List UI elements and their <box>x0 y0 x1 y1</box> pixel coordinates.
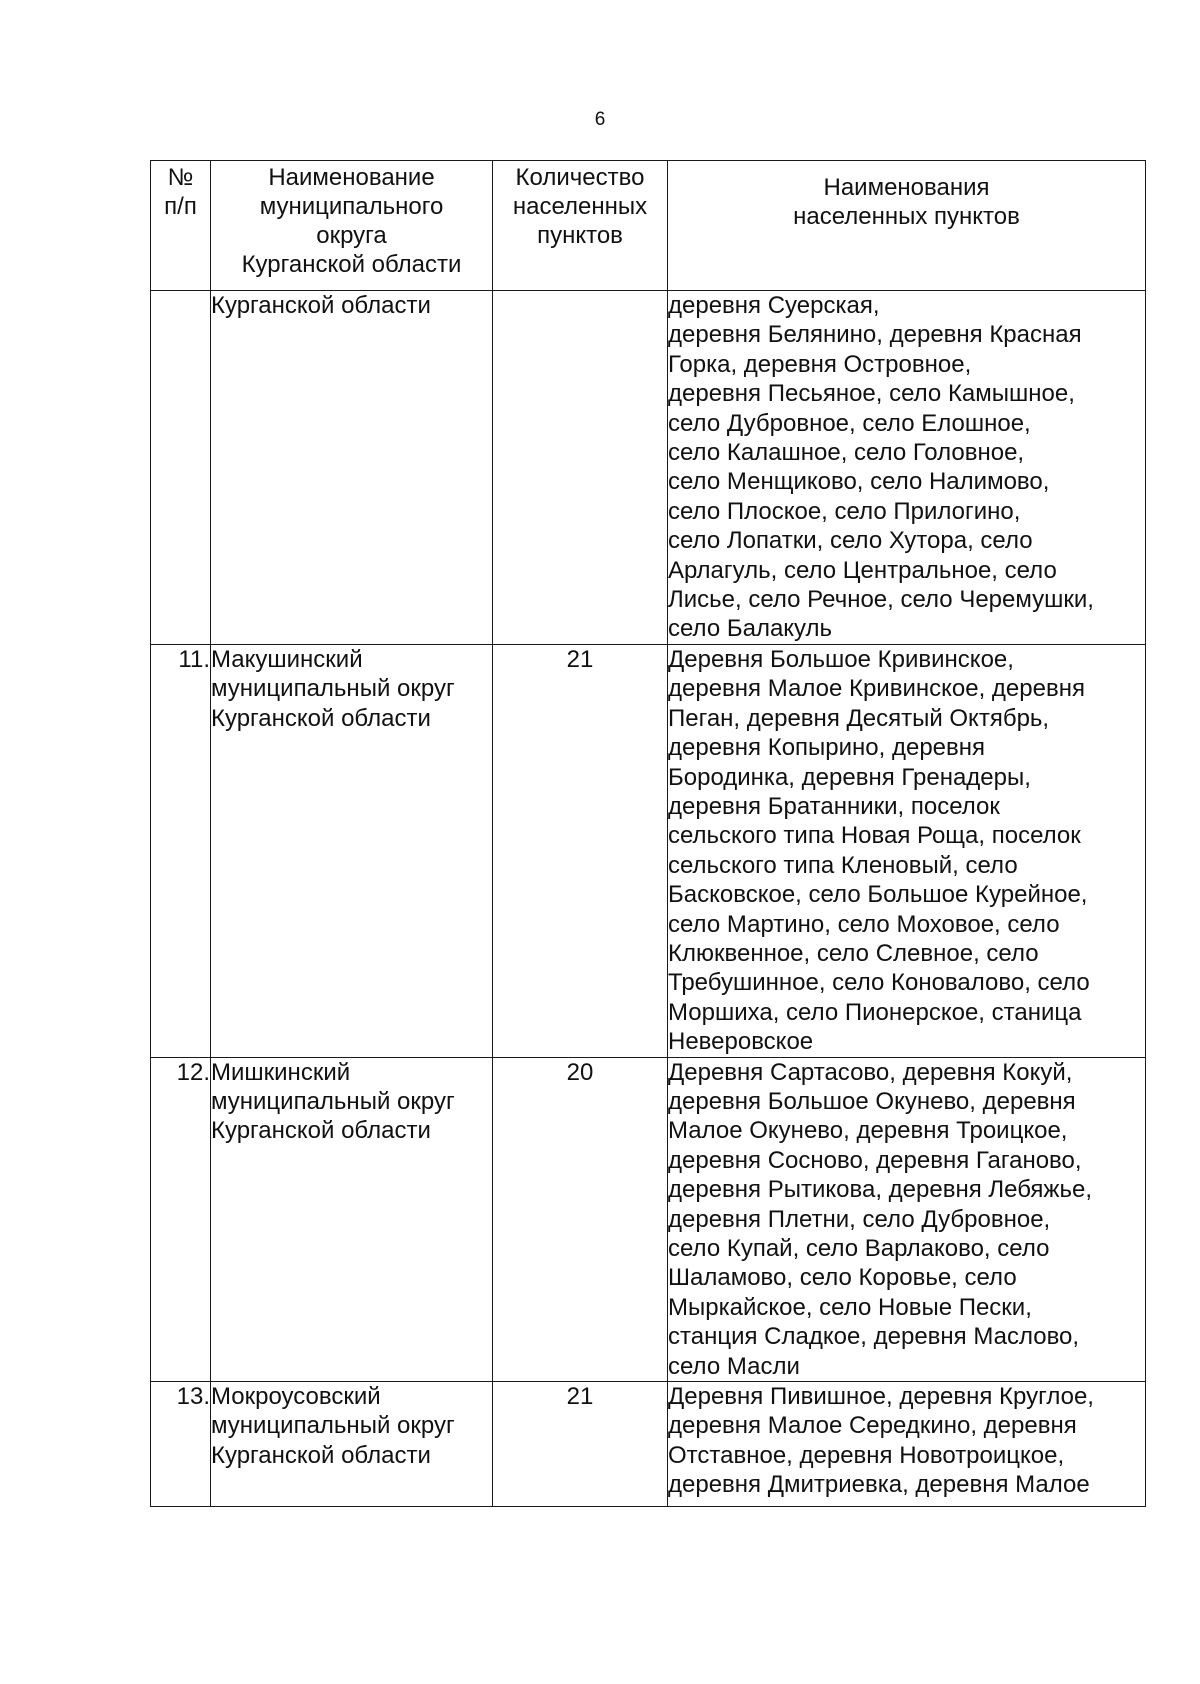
settlement-list-line: Деревня Сартасово, деревня Кокуй, <box>668 1058 1073 1086</box>
settlement-list-line: Бородинка, деревня Гренадеры, <box>668 763 1031 791</box>
district-name-cell <box>211 1057 493 1381</box>
settlement-list-line: село Масли <box>668 1352 800 1380</box>
row-number-cell: 11. <box>151 644 211 1057</box>
settlement-list-line: Деревня Пивишное, деревня Круглое, <box>668 1383 1094 1411</box>
settlement-list-line: Мыркайское, село Новые Пески, <box>668 1293 1032 1321</box>
district-name-line: муниципальный округ <box>211 675 455 703</box>
district-name-line: Курганской области <box>211 1441 431 1469</box>
table-body <box>151 291 1146 1507</box>
table-row <box>151 1057 1146 1381</box>
district-name-line: Мишкинский <box>211 1058 351 1086</box>
settlement-count-cell: 21 <box>493 1382 668 1507</box>
settlement-list-line: Малое Окунево, деревня Троицкое, <box>668 1117 1068 1145</box>
header-district-line: муниципального <box>259 193 444 220</box>
header-settlement-names <box>668 161 1146 291</box>
settlement-list-cell <box>668 1382 1146 1507</box>
header-number <box>151 161 211 291</box>
header-names-line: населенных пунктов <box>793 203 1020 230</box>
settlement-list-line: Моршиха, село Пионерское, станица <box>668 998 1082 1026</box>
settlement-count-cell: 20 <box>493 1057 668 1381</box>
header-count-line: пунктов <box>537 222 623 249</box>
header-names-line: Наименования <box>823 174 990 201</box>
district-name-line: Курганской области <box>211 704 431 732</box>
settlement-list-line: Шаламово, село Коровье, село <box>668 1264 1017 1292</box>
settlement-list-line: деревня Братанники, поселок <box>668 792 1000 820</box>
settlement-list-line: сельского типа Кленовый, село <box>668 851 1018 879</box>
row-number-cell: 12. <box>151 1057 211 1381</box>
settlement-list-line: Клюквенное, село Слевное, село <box>668 939 1039 967</box>
settlement-list-line: Лисье, село Речное, село Черемушки, <box>668 586 1094 614</box>
table-row <box>151 1382 1146 1507</box>
header-count-line: населенных <box>512 193 648 220</box>
header-row <box>151 161 1146 291</box>
district-name-cell <box>211 644 493 1057</box>
table-row <box>151 291 1146 645</box>
settlement-list-line: деревня Малое Середкино, деревня <box>668 1412 1077 1440</box>
table-header <box>151 161 1146 291</box>
settlement-list-line: деревня Песьяное, село Камышное, <box>668 380 1075 408</box>
settlement-list-line: село Калашное, село Головное, <box>668 439 1025 467</box>
settlement-list-line: село Менщиково, село Налимово, <box>668 468 1050 496</box>
district-name-line: Мокроусовский <box>211 1383 381 1411</box>
settlement-list-line: Требушинное, село Коновалово, село <box>668 969 1090 997</box>
header-count-line: Количество <box>515 164 645 191</box>
header-district-line: Наименование <box>268 164 435 191</box>
settlement-list-cell <box>668 644 1146 1057</box>
settlement-count-cell: 21 <box>493 644 668 1057</box>
settlement-list-line: деревня Белянино, деревня Красная <box>668 321 1082 349</box>
page-number: 6 <box>594 109 606 130</box>
settlement-list-line: станция Сладкое, деревня Маслово, <box>668 1323 1080 1351</box>
district-name-line: Курганской области <box>211 292 431 319</box>
settlement-list-line: Неверовское <box>668 1028 814 1056</box>
header-district-name <box>211 161 493 291</box>
settlement-list-line: село Купай, село Варлаково, село <box>668 1235 1050 1262</box>
district-name-cell <box>211 1382 493 1507</box>
header-number-line: п/п <box>164 193 197 220</box>
settlement-list-cell <box>668 1057 1146 1381</box>
settlement-list-line: село Балакуль <box>668 615 833 643</box>
settlement-list-line: Арлагуль, село Центральное, село <box>668 556 1057 584</box>
district-name-line: Курганской области <box>211 1117 431 1145</box>
settlement-list-line: Горка, деревня Островное, <box>668 350 972 378</box>
header-district-line: Курганской области <box>241 251 462 278</box>
settlement-list-line: Басковское, село Большое Курейное, <box>668 881 1088 909</box>
settlement-list-line: село Лопатки, село Хутора, село <box>668 527 1033 555</box>
district-name-line: муниципальный округ <box>211 1412 455 1440</box>
settlement-list-line: деревня Сосново, деревня Гаганово, <box>668 1146 1082 1174</box>
district-name-line: Макушинский <box>211 645 363 673</box>
settlement-list-cell <box>668 291 1146 645</box>
header-number-line: № <box>167 164 194 191</box>
row-number-cell <box>151 291 211 645</box>
settlement-count-cell <box>493 291 668 645</box>
settlement-list-line: село Дубровное, село Елошное, <box>668 409 1031 437</box>
district-name-cell <box>211 291 493 645</box>
header-settlement-count <box>493 161 668 291</box>
settlement-list-line: деревня Большое Окунево, деревня <box>668 1087 1076 1115</box>
header-district-line: округа <box>316 222 387 249</box>
settlement-list-line: Отставное, деревня Новотроицкое, <box>668 1441 1065 1469</box>
settlement-list-line: село Плоское, село Прилогино, <box>668 497 1021 525</box>
settlement-list-line: деревня Копырино, деревня <box>668 734 986 762</box>
settlement-list-line: деревня Рытикова, деревня Лебяжье, <box>668 1176 1092 1204</box>
settlement-list-line: Деревня Большое Кривинское, <box>668 645 1014 673</box>
settlement-list-line: Пеган, деревня Десятый Октябрь, <box>668 704 1050 732</box>
settlements-table <box>150 160 1146 1507</box>
table-row <box>151 644 1146 1057</box>
settlement-list-line: деревня Дмитриевка, деревня Малое <box>668 1471 1090 1499</box>
settlement-list-line: село Мартино, село Моховое, село <box>668 910 1060 938</box>
settlement-list-line: сельского типа Новая Роща, поселок <box>668 822 1081 850</box>
district-name-line: муниципальный округ <box>211 1087 455 1115</box>
settlement-list-line: деревня Суерская, <box>668 292 880 319</box>
settlement-list-line: деревня Плетни, село Дубровное, <box>668 1205 1051 1233</box>
row-number-cell: 13. <box>151 1382 211 1507</box>
settlement-list-line: деревня Малое Кривинское, деревня <box>668 675 1085 703</box>
